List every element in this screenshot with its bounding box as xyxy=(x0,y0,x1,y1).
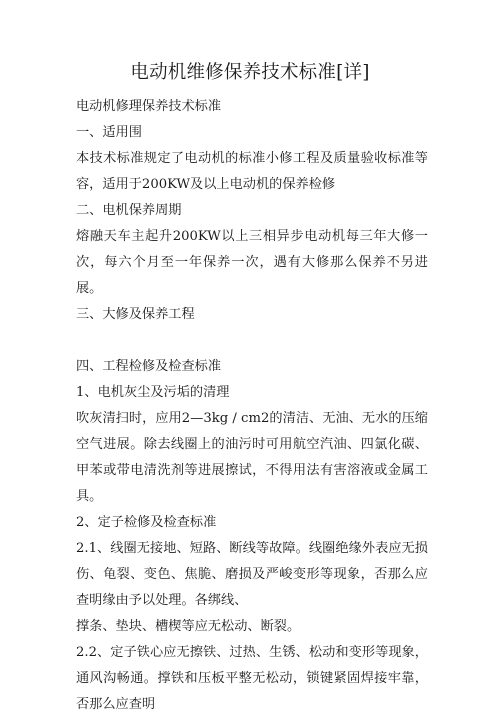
subheading-stator-inspection: 2、定子检修及检查标准 xyxy=(76,515,217,530)
subheading-dust-cleaning: 1、电机灰尘及污垢的清理 xyxy=(76,385,230,400)
paragraph-subtitle: 电动机修理保养技术标准 xyxy=(76,99,222,114)
paragraph-maintenance-cycle: 熔融天车主起升200KW以上三相异步电动机每三年大修一次，每六个月至一年保养一次，遇有大修那么保养不另进展。 xyxy=(76,229,428,296)
paragraph-scope: 本技术标准规定了电动机的标准小修工程及质量验收标准等容，适用于200KW及以上电动机的保养检修 xyxy=(76,151,428,192)
document-body xyxy=(76,94,428,718)
paragraph-stator-fasteners: 撑条、垫块、槽楔等应无松动、断裂。 xyxy=(76,619,301,634)
heading-scope: 一、适用围 xyxy=(76,125,142,140)
document-title: 电动机维修保养技术标准[详] xyxy=(130,62,370,83)
paragraph-dust-cleaning: 吹灰清扫时，应用2—3kg / cm2的清洁、无油、无水的压缩空气进展。除去线圈上的油污时可用航空汽油、四氯化碳、甲苯或带电清洗剂等进展擦试，不得用法有害溶液或金属工具。 xyxy=(76,411,428,504)
blank-line xyxy=(76,328,428,354)
paragraph-stator-core: 2.2、定子铁心应无擦铁、过热、生锈、松动和变形等现象，通风沟畅通。撑铁和压板平整无松动，锁键紧固焊接牢靠，否那么应查明 xyxy=(76,645,428,712)
heading-maintenance-cycle: 二、电机保养周期 xyxy=(76,203,182,218)
heading-overhaul-items: 三、大修及保养工程 xyxy=(76,307,195,322)
paragraph-stator-coil: 2.1、线圈无接地、短路、断线等故障。线圈绝缘外表应无损伤、龟裂、变色、焦脆、磨损及严峻变形等现象，否那么应查明缘由予以处理。各绑线、 xyxy=(76,541,428,608)
heading-inspection-standards: 四、工程检修及检查标准 xyxy=(76,359,222,374)
